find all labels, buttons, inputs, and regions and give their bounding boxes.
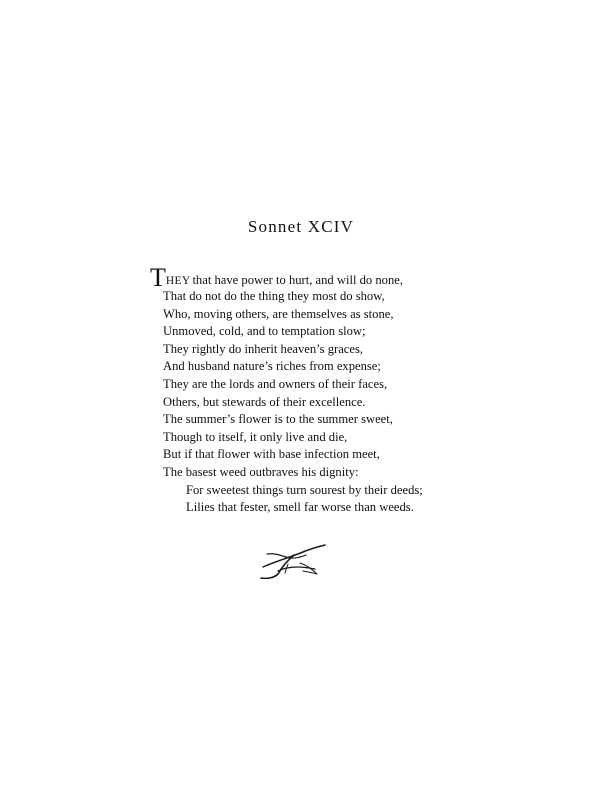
poem-line-11: But if that flower with base infection meet, — [163, 447, 380, 462]
poem-line-2: That do not do the thing they most do show, — [163, 289, 385, 303]
poem-line-4: Unmoved, cold, and to temptation slow; — [163, 324, 366, 339]
poem-line-3: Who, moving others, are themselves as stone, — [163, 306, 394, 321]
poem-body — [150, 263, 570, 517]
poem-line-9: The summer’s flower is to the summer sweet, — [163, 412, 393, 427]
poem-line-1 — [150, 263, 570, 292]
poem-couplet-line-2: Lilies that fester, smell far worse than weeds. — [186, 500, 414, 515]
page-title: Sonnet XCIV — [247, 217, 355, 236]
poem-line-5: They rightly do inherit heaven’s graces, — [163, 341, 364, 356]
poem-line-8: Others, but stewards of their excellence. — [163, 394, 366, 409]
first-line-small-caps: HEY — [165, 275, 191, 287]
poem-line-10: Though to itself, it only live and die, — [163, 429, 348, 444]
poem-line-6: And husband nature’s riches from expense; — [163, 359, 381, 374]
poem-couplet-line-1: For sweetest things turn sourest by their deeds; — [186, 482, 423, 497]
poem-line-12: The basest weed outbraves his dignity: — [163, 464, 359, 479]
drop-cap: T — [150, 263, 166, 292]
first-line-text: that have power to hurt, and will do none, — [192, 273, 403, 287]
poem-line-7: They are the lords and owners of their faces, — [163, 376, 388, 391]
ornament-flourish-icon — [254, 540, 334, 584]
